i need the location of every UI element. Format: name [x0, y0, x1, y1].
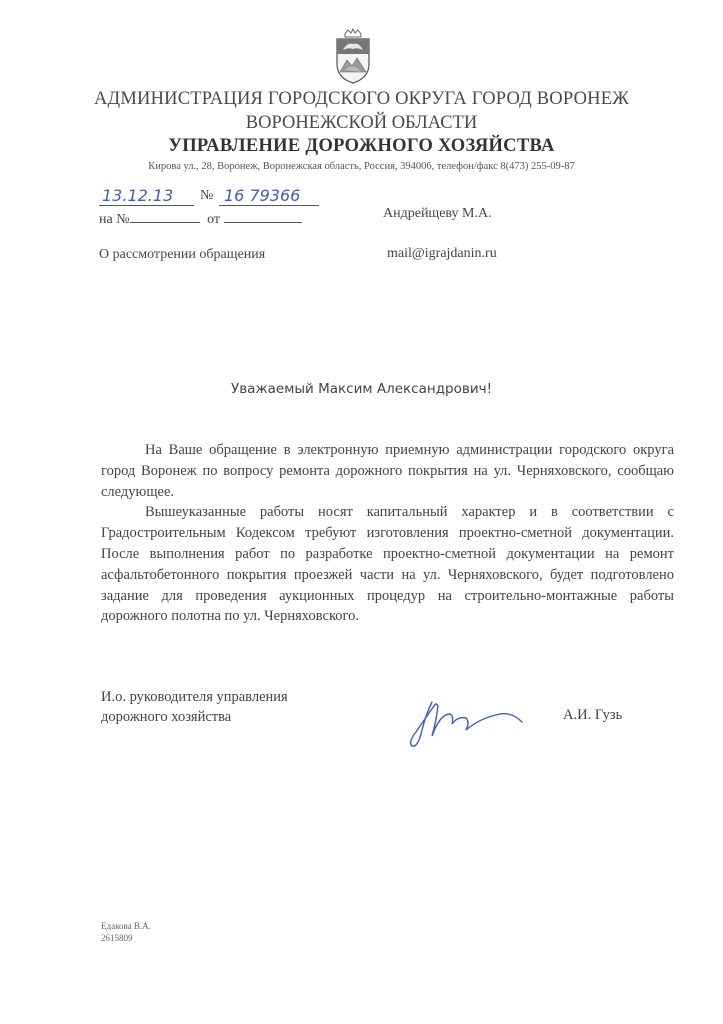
signatory-name: А.И. Гузь: [563, 707, 623, 723]
letter-subject: О рассмотрении обращения: [99, 247, 266, 262]
recipient-name: Андрейщеву М.А.: [383, 206, 492, 221]
outgoing-reference: [99, 186, 329, 208]
department-name: УПРАВЛЕНИЕ ДОРОЖНОГО ХОЗЯЙСТВА: [168, 136, 555, 156]
executor-name: Едакова В.А.: [101, 921, 151, 931]
org-header-line1: АДМИНИСТРАЦИЯ ГОРОДСКОГО ОКРУГА ГОРОД ВОРОНЕЖ: [94, 89, 629, 109]
ot-blank: [224, 208, 302, 223]
date-underline: [99, 205, 194, 206]
city-coat-of-arms: [331, 28, 375, 84]
ot-label: от: [207, 212, 221, 227]
signatory-title-line2: дорожного хозяйства: [101, 709, 232, 725]
number-label: №: [200, 188, 214, 203]
body-paragraph-2: Вышеуказанные работы носят капитальный характер и в соответствии с Градостроительным Кодексом требуют изготовления проектно-сметной документации. После выполнения работ по разработке проектно-сметной документации на ремонт асфальтобетонного покрытия проезжей части на ул. Черняховского, будет подготовлено задание для проведения аукционных процедур на строительно-монтажные работы дорожного полотна по ул. Черняховского.: [101, 504, 674, 625]
na-blank: [130, 208, 200, 223]
handwritten-signature: [400, 692, 530, 762]
letter-body: [101, 440, 674, 627]
signatory-title: [101, 687, 288, 727]
executor-phone: 2615809: [101, 933, 133, 943]
body-paragraph-1: На Ваше обращение в электронную приемную администрации городского округа город Воронеж по вопросу ремонта дорожного покрытия на ул. Черняховского, сообщаю следующее.: [101, 442, 674, 500]
salutation: Уважаемый Максим Александрович!: [231, 381, 492, 397]
recipient-email: mail@igrajdanin.ru: [387, 246, 497, 261]
handwritten-date: 13.12.13: [102, 186, 174, 205]
executor-info: [101, 920, 151, 944]
department-address: Кирова ул., 28, Воронеж, Воронежская область, Россия, 394006, телефон/факс 8(473) 255-09-87: [148, 161, 575, 172]
number-underline: [219, 205, 319, 206]
handwritten-number: 16 79366: [224, 186, 301, 205]
signatory-title-line1: И.о. руководителя управления: [101, 689, 288, 705]
na-label: на №: [99, 212, 130, 227]
incoming-reference: [99, 208, 302, 228]
org-header-line2: ВОРОНЕЖСКОЙ ОБЛАСТИ: [245, 113, 478, 133]
